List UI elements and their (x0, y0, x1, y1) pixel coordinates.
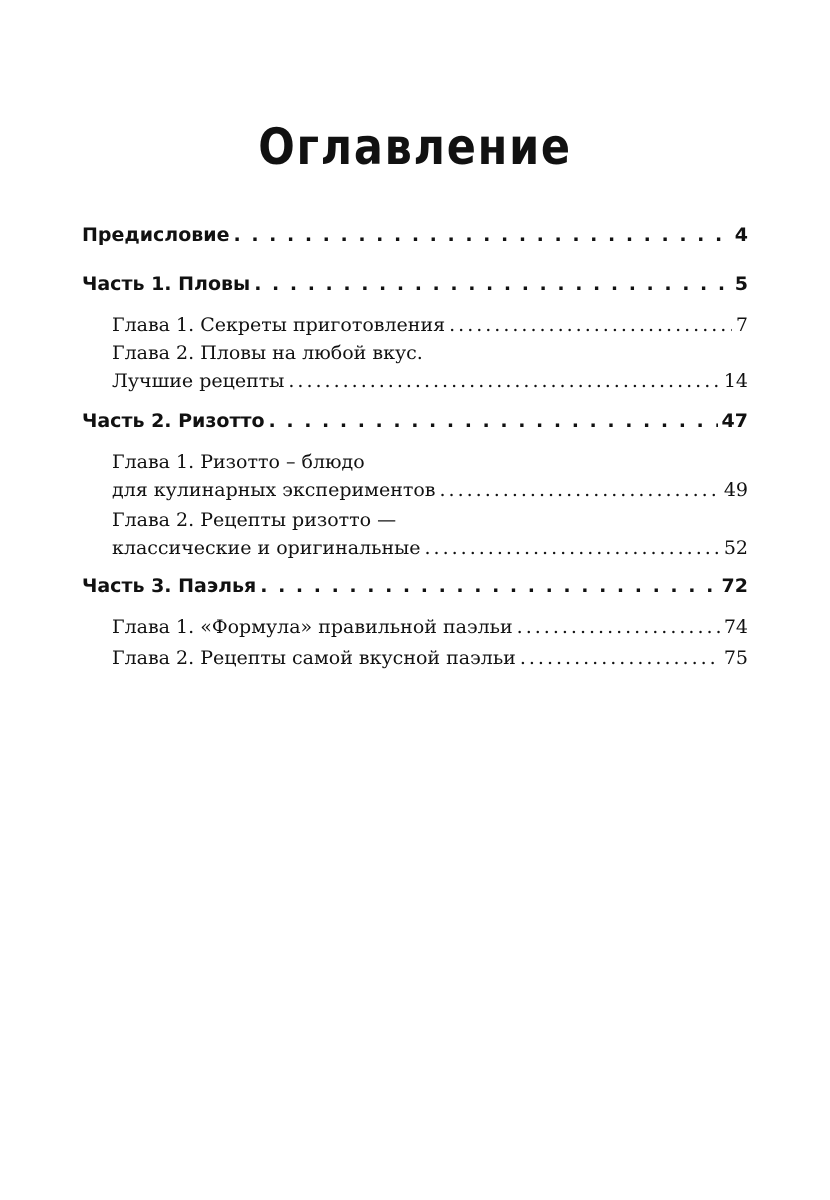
toc-entry-part-3-chapter-1[interactable] (112, 614, 748, 640)
toc-entry-part-1-chapter-2-line1[interactable]: Глава 2. Пловы на любой вкус. (112, 342, 423, 364)
toc-page-number: 47 (721, 410, 748, 432)
toc-page-number: 72 (721, 575, 748, 597)
toc-page-number: 49 (723, 479, 748, 501)
toc-entry-label: Предисловие (82, 224, 230, 246)
toc-entry-part-2-chapter-1[interactable] (112, 477, 748, 503)
toc-entry-part-2-chapter-1-line1[interactable]: Глава 1. Ризотто – блюдо (112, 451, 365, 473)
toc-entry-label: Часть 3. Паэлья (82, 575, 257, 597)
toc-page-number: 14 (723, 370, 748, 392)
toc-page-number: 52 (723, 537, 748, 559)
toc-entry-label: Часть 2. Ризотто (82, 410, 265, 432)
dot-leader (260, 573, 717, 599)
toc-entry-part-2[interactable] (82, 408, 748, 434)
toc-entry-label: для кулинарных экспериментов (112, 479, 436, 501)
dot-leader (254, 271, 731, 297)
toc-entry-label: Лучшие рецепты (112, 370, 285, 392)
toc-entry-part-1-chapter-1[interactable] (112, 312, 748, 338)
dot-leader (269, 408, 718, 434)
toc-entry-part-3-chapter-2[interactable] (112, 645, 748, 671)
toc-entry-part-3[interactable] (82, 573, 748, 599)
dot-leader (288, 368, 719, 394)
toc-entry-label: классические и оригинальные (112, 537, 421, 559)
dot-leader (440, 477, 720, 503)
toc-entry-part-2-chapter-2[interactable] (112, 535, 748, 561)
page-title: Оглавление (258, 118, 572, 176)
dot-leader (234, 222, 731, 248)
toc-page-number: 5 (734, 273, 748, 295)
dot-leader (520, 645, 720, 671)
toc-entry-part-1[interactable] (82, 271, 748, 297)
toc-entry-label: Глава 1. Секреты приготовления (112, 314, 446, 336)
toc-entry-part-2-chapter-2-line1[interactable]: Глава 2. Рецепты ризотто — (112, 509, 397, 531)
toc-page-number: 74 (723, 616, 748, 638)
toc-entry-preface[interactable] (82, 222, 748, 248)
toc-page-number: 75 (723, 647, 748, 669)
toc-page-number: 7 (735, 314, 748, 336)
dot-leader (425, 535, 720, 561)
toc-entry-label: Глава 2. Рецепты самой вкусной паэльи (112, 647, 516, 669)
toc-entry-label: Глава 1. «Формула» правильной паэльи (112, 616, 513, 638)
toc-page-number: 4 (734, 224, 748, 246)
toc-entry-label: Часть 1. Пловы (82, 273, 251, 295)
dot-leader (449, 312, 732, 338)
dot-leader (517, 614, 720, 640)
toc-entry-part-1-chapter-2[interactable] (112, 368, 748, 394)
